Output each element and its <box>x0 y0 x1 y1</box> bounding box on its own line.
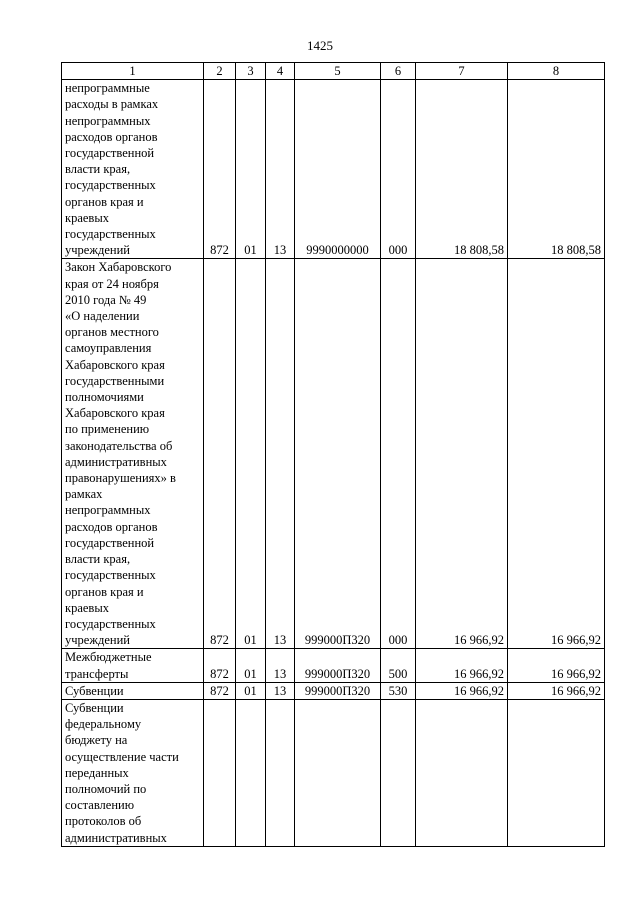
section-code: 01 <box>236 259 266 649</box>
amount-column-8: 16 966,92 <box>508 682 605 699</box>
column-header-3: 3 <box>236 63 266 80</box>
subsection-code: 13 <box>266 80 295 259</box>
amount-column-8: 16 966,92 <box>508 259 605 649</box>
table-header-row <box>62 63 605 80</box>
row-description: Межбюджетные трансферты <box>62 649 204 682</box>
department-code: 872 <box>204 649 236 682</box>
table-row <box>62 259 605 649</box>
subsection-code: 13 <box>266 259 295 649</box>
target-article-code: 999000П320 <box>295 259 381 649</box>
target-article-code: 999000П320 <box>295 682 381 699</box>
section-code: 01 <box>236 649 266 682</box>
budget-table <box>61 62 605 847</box>
amount-column-7 <box>416 699 508 846</box>
row-description: непрограммные расходы в рамках непрограммных расходов органов государственной власти края, государственных органов края и краевых государственных учреждений <box>62 80 204 259</box>
amount-column-8: 16 966,92 <box>508 649 605 682</box>
expense-type-code <box>381 699 416 846</box>
row-description: Субвенции федеральному бюджету на осуществление части переданных полномочий по составлению протоколов об административных <box>62 699 204 846</box>
expense-type-code: 000 <box>381 80 416 259</box>
target-article-code: 999000П320 <box>295 649 381 682</box>
table-row <box>62 649 605 682</box>
subsection-code: 13 <box>266 682 295 699</box>
column-header-2: 2 <box>204 63 236 80</box>
section-code: 01 <box>236 80 266 259</box>
amount-column-8 <box>508 699 605 846</box>
amount-column-7: 16 966,92 <box>416 259 508 649</box>
subsection-code <box>266 699 295 846</box>
row-description: Закон Хабаровского края от 24 ноября 2010 года № 49 «О наделении органов местного самоуправления Хабаровского края государственными полномочиями Хабаровского края по применению законодательства об административных правонарушениях» в рамках непрограммных расходов органов государственной власти края, государственных органов края и краевых государственных учреждений <box>62 259 204 649</box>
column-header-6: 6 <box>381 63 416 80</box>
expense-type-code: 000 <box>381 259 416 649</box>
amount-column-8: 18 808,58 <box>508 80 605 259</box>
column-header-4: 4 <box>266 63 295 80</box>
amount-column-7: 16 966,92 <box>416 682 508 699</box>
expense-type-code: 500 <box>381 649 416 682</box>
column-header-8: 8 <box>508 63 605 80</box>
department-code: 872 <box>204 682 236 699</box>
target-article-code: 9990000000 <box>295 80 381 259</box>
table-row <box>62 699 605 846</box>
page-number: 1425 <box>307 38 333 53</box>
table-row <box>62 80 605 259</box>
department-code: 872 <box>204 80 236 259</box>
department-code: 872 <box>204 259 236 649</box>
column-header-1: 1 <box>62 63 204 80</box>
column-header-5: 5 <box>295 63 381 80</box>
department-code <box>204 699 236 846</box>
subsection-code: 13 <box>266 649 295 682</box>
amount-column-7: 18 808,58 <box>416 80 508 259</box>
section-code: 01 <box>236 682 266 699</box>
table-row <box>62 682 605 699</box>
section-code <box>236 699 266 846</box>
amount-column-7: 16 966,92 <box>416 649 508 682</box>
column-header-7: 7 <box>416 63 508 80</box>
row-description: Субвенции <box>62 682 204 699</box>
target-article-code <box>295 699 381 846</box>
expense-type-code: 530 <box>381 682 416 699</box>
